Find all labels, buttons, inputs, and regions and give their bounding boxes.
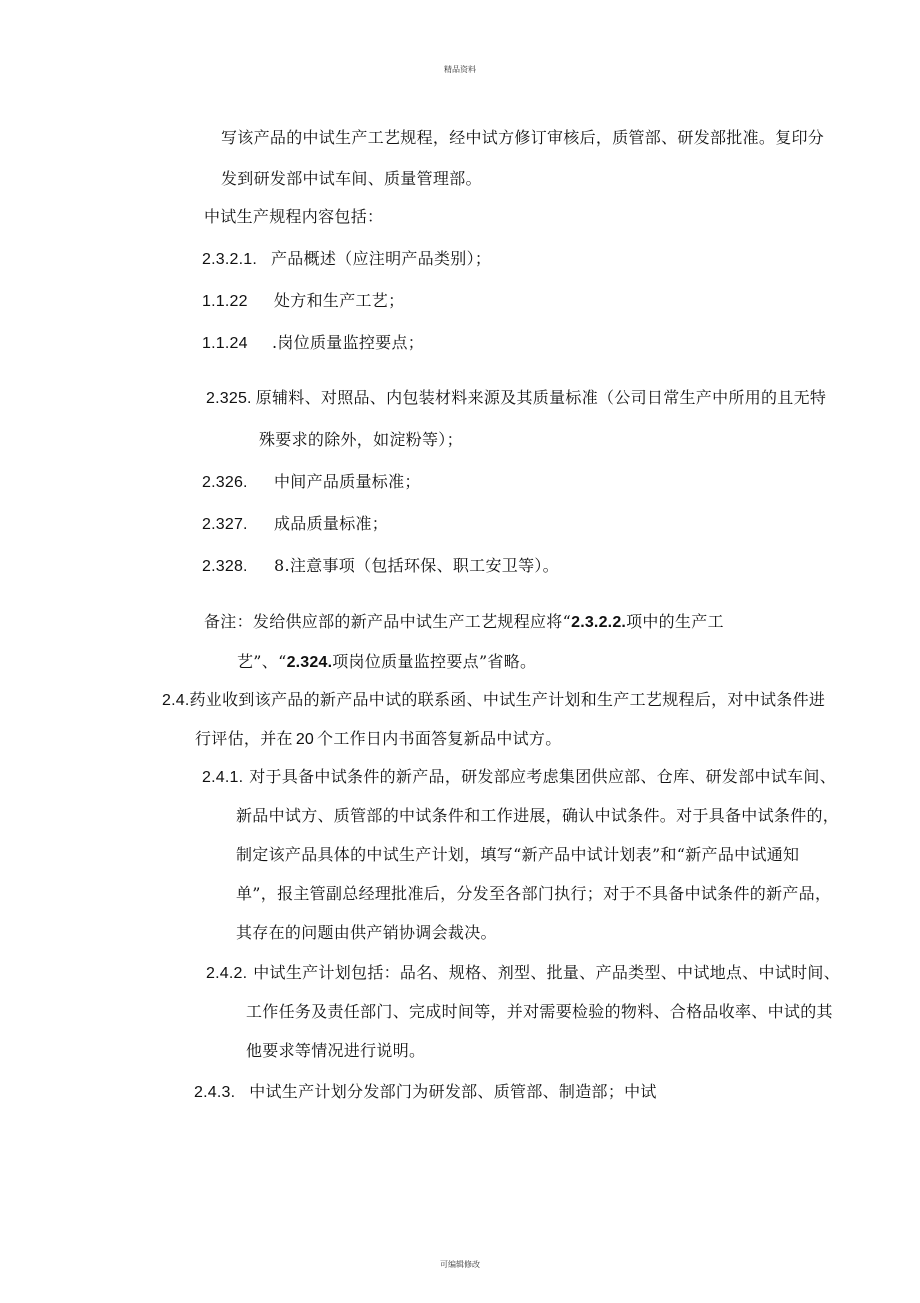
section-2-4-2-line-2: 工作任务及责任部门、完成时间等，并对需要检验的物料、合格品收率、中试的其 xyxy=(246,1002,833,1021)
note-line-1 xyxy=(204,612,724,633)
intro-line-3: 中试生产规程内容包括： xyxy=(204,207,384,226)
section-text: 药业收到该产品的新产品中试的联系函、中试生产计划和生产工艺规程后，对中试条件进 xyxy=(189,690,826,709)
section-text: 对于具备中试条件的新产品，研发部应考虑集团供应部、仓库、研发部中试车间、 xyxy=(249,767,837,786)
section-number: 2.4. xyxy=(162,692,190,709)
list-item xyxy=(202,514,388,535)
days-number: 20 xyxy=(295,731,315,748)
list-item xyxy=(202,249,491,270)
page-footer: 可编辑修改 xyxy=(440,1260,480,1269)
section-2-4-line-1 xyxy=(162,690,825,711)
item-text: 成品质量标准； xyxy=(274,514,389,533)
intro-line-1: 写该产品的中试生产工艺规程，经中试方修订审核后，质管部、研发部批准。复印分 xyxy=(221,128,825,147)
note-text: 艺”、“ xyxy=(237,652,287,671)
item-text: 产品概述（应注明产品类别）； xyxy=(270,249,492,268)
list-item xyxy=(202,556,559,577)
item-text: 中间产品质量标准； xyxy=(274,472,421,491)
section-2-4-1-line-5: 其存在的问题由供产销协调会裁决。 xyxy=(236,923,497,942)
section-text: 个工作日内书面答复新品中试方。 xyxy=(317,729,562,748)
section-number: 2.4.1. xyxy=(202,769,244,786)
section-number: 2.4.2. xyxy=(206,965,248,982)
list-item-continuation: 殊要求的除外，如淀粉等）； xyxy=(259,430,463,449)
section-2-4-2-line-1 xyxy=(206,963,840,984)
section-number: 2.4.3. xyxy=(194,1084,236,1101)
list-item xyxy=(206,388,826,409)
section-text: 中试生产计划分发部门为研发部、质管部、制造部；中试 xyxy=(249,1082,657,1101)
intro-line-2: 发到研发部中试车间、质量管理部。 xyxy=(221,169,482,188)
section-2-4-1-line-1 xyxy=(202,767,836,788)
item-number: 1.1.22 xyxy=(202,293,248,310)
note-ref-number: 2.324. xyxy=(286,654,333,671)
note-text: 项中的生产工 xyxy=(626,612,724,631)
item-number: 2.325. xyxy=(206,390,252,407)
section-text: 行评估，并在 xyxy=(195,729,293,748)
section-2-4-2-line-3: 他要求等情况进行说明。 xyxy=(246,1041,426,1060)
item-text: 8.注意事项（包括环保、职工安卫等）。 xyxy=(274,556,559,575)
note-text: 备注：发给供应部的新产品中试生产工艺规程应将“ xyxy=(204,612,572,631)
list-item xyxy=(202,333,424,354)
page-header: 精品资料 xyxy=(444,65,476,74)
section-2-4-1-line-4: 单”，报主管副总经理批准后，分发至各部门执行；对于不具备中试条件的新产品， xyxy=(236,884,832,903)
list-item xyxy=(202,291,404,312)
note-text: 项岗位质量监控要点”省略。 xyxy=(332,652,537,671)
section-2-4-3-line-1 xyxy=(194,1082,657,1103)
item-text: 处方和生产工艺； xyxy=(274,291,405,310)
item-text: 原辅料、对照品、内包装材料来源及其质量标准（公司日常生产中所用的且无特 xyxy=(255,388,827,407)
note-ref-number: 2.3.2.2. xyxy=(571,614,627,631)
item-number: 2.327. xyxy=(202,516,248,533)
note-line-2 xyxy=(237,652,536,673)
item-number: 2.328. xyxy=(202,558,248,575)
item-number: 2.3.2.1. xyxy=(202,251,257,268)
section-text: 中试生产计划包括：品名、规格、剂型、批量、产品类型、中试地点、中试时间、 xyxy=(253,963,841,982)
section-2-4-1-line-3: 制定该产品具体的中试生产计划，填写“新产品中试计划表”和“新产品中试通知 xyxy=(236,845,800,864)
item-text: .岗位质量监控要点； xyxy=(272,333,425,352)
section-2-4-line-2 xyxy=(195,729,562,750)
section-2-4-1-line-2: 新品中试方、质管部的中试条件和工作进展，确认中试条件。对于具备中试条件的， xyxy=(236,806,840,825)
list-item xyxy=(202,472,421,493)
item-number: 2.326. xyxy=(202,474,248,491)
item-number: 1.1.24 xyxy=(202,335,248,352)
